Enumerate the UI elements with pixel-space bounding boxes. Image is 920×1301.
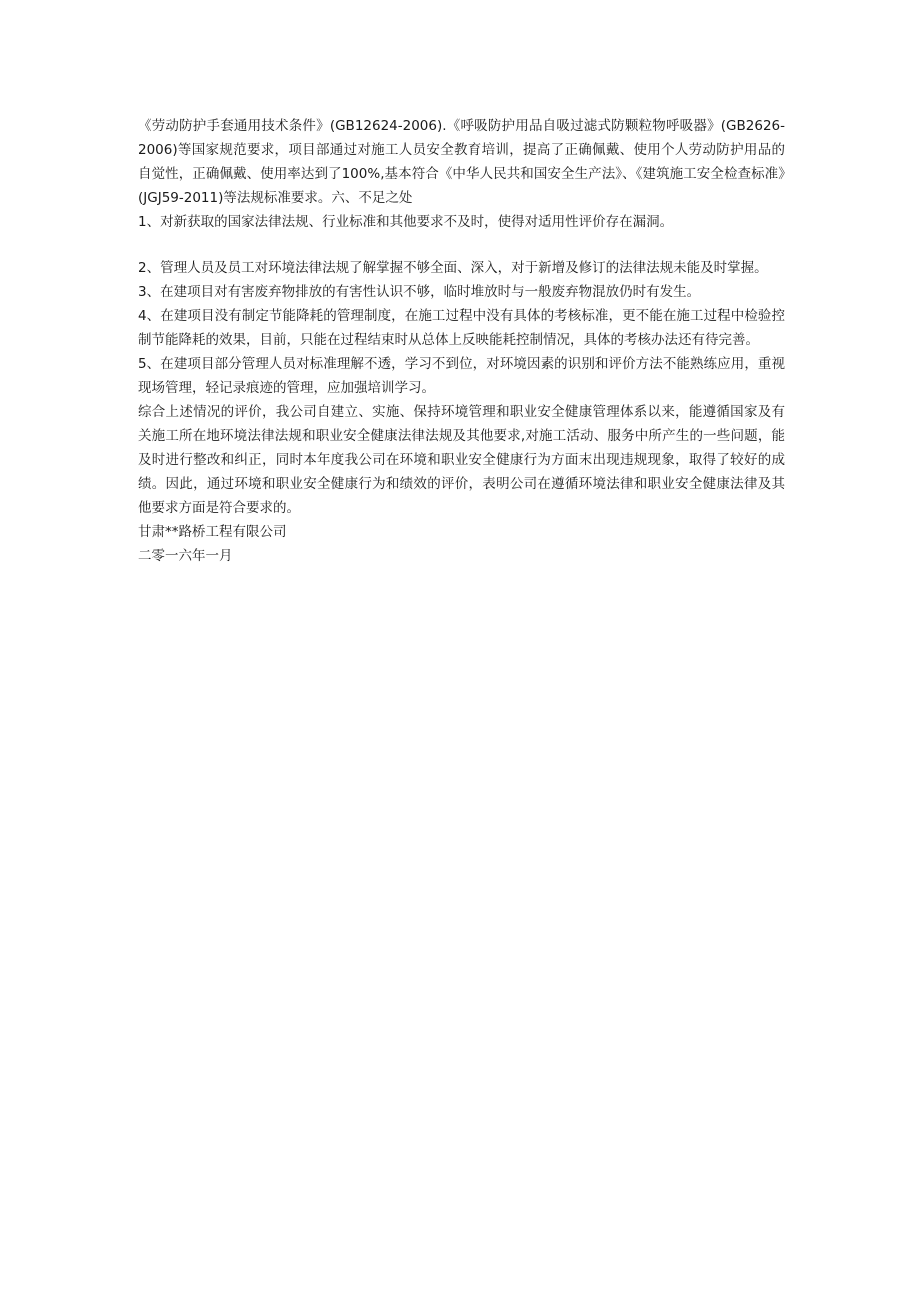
paragraph-deficiency-3: 3、在建项目对有害废弃物排放的有害性认识不够，临时堆放时与一般废弃物混放仍时有发生。 <box>138 284 701 300</box>
paragraph-deficiency-5: 5、在建项目部分管理人员对标准理解不透，学习不到位，对环境因素的识别和评价方法不能熟练应用，重视现场管理，轻记录痕迹的管理，应加强培训学习。 <box>138 356 785 396</box>
paragraph-deficiency-1: 1、对新获取的国家法律法规、行业标准和其他要求不及时，使得对适用性评价存在漏洞。 <box>138 214 674 230</box>
paragraph-standards: 《劳动防护手套通用技术条件》(GB12624-2006).《呼吸防护用品自吸过滤式防颗粒物呼吸器》(GB2626-2006)等国家规范要求，项目部通过对施工人员安全教育培训，提高了正确佩戴、使用个人劳动防护用品的自觉性，正确佩戴、使用率达到了100%,基本符合《中华人民共和国安全生产法》、《建筑施工安全检查标准》(JGJ59-2011)等法规标准要求。六、不足之处 <box>138 118 785 206</box>
paragraph-summary: 综合上述情况的评价，我公司自建立、实施、保持环境管理和职业安全健康管理体系以来，能遵循国家及有关施工所在地环境法律法规和职业安全健康法律法规及其他要求,对施工活动、服务中所产生的一些问题，能及时进行整改和纠正，同时本年度我公司在环境和职业安全健康行为方面末出现违规现象，取得了较好的成绩。因此，通过环境和职业安全健康行为和绩效的评价，表明公司在遵循环境法律和职业安全健康法律及其他要求方面是符合要求的。 <box>138 404 785 516</box>
document-body <box>138 114 785 568</box>
paragraph-deficiency-2: 2、管理人员及员工对环境法律法规了解掌握不够全面、深入，对于新增及修订的法律法规未能及时掌握。 <box>138 260 768 276</box>
company-name: 甘肃**路桥工程有限公司 <box>138 524 287 540</box>
paragraph-deficiency-4: 4、在建项目没有制定节能降耗的管理制度，在施工过程中没有具体的考核标准，更不能在施工过程中检验控制节能降耗的效果，目前，只能在过程结束时从总体上反映能耗控制情况，具体的考核办法还有待完善。 <box>138 308 785 348</box>
document-date: 二零一六年一月 <box>138 548 233 564</box>
